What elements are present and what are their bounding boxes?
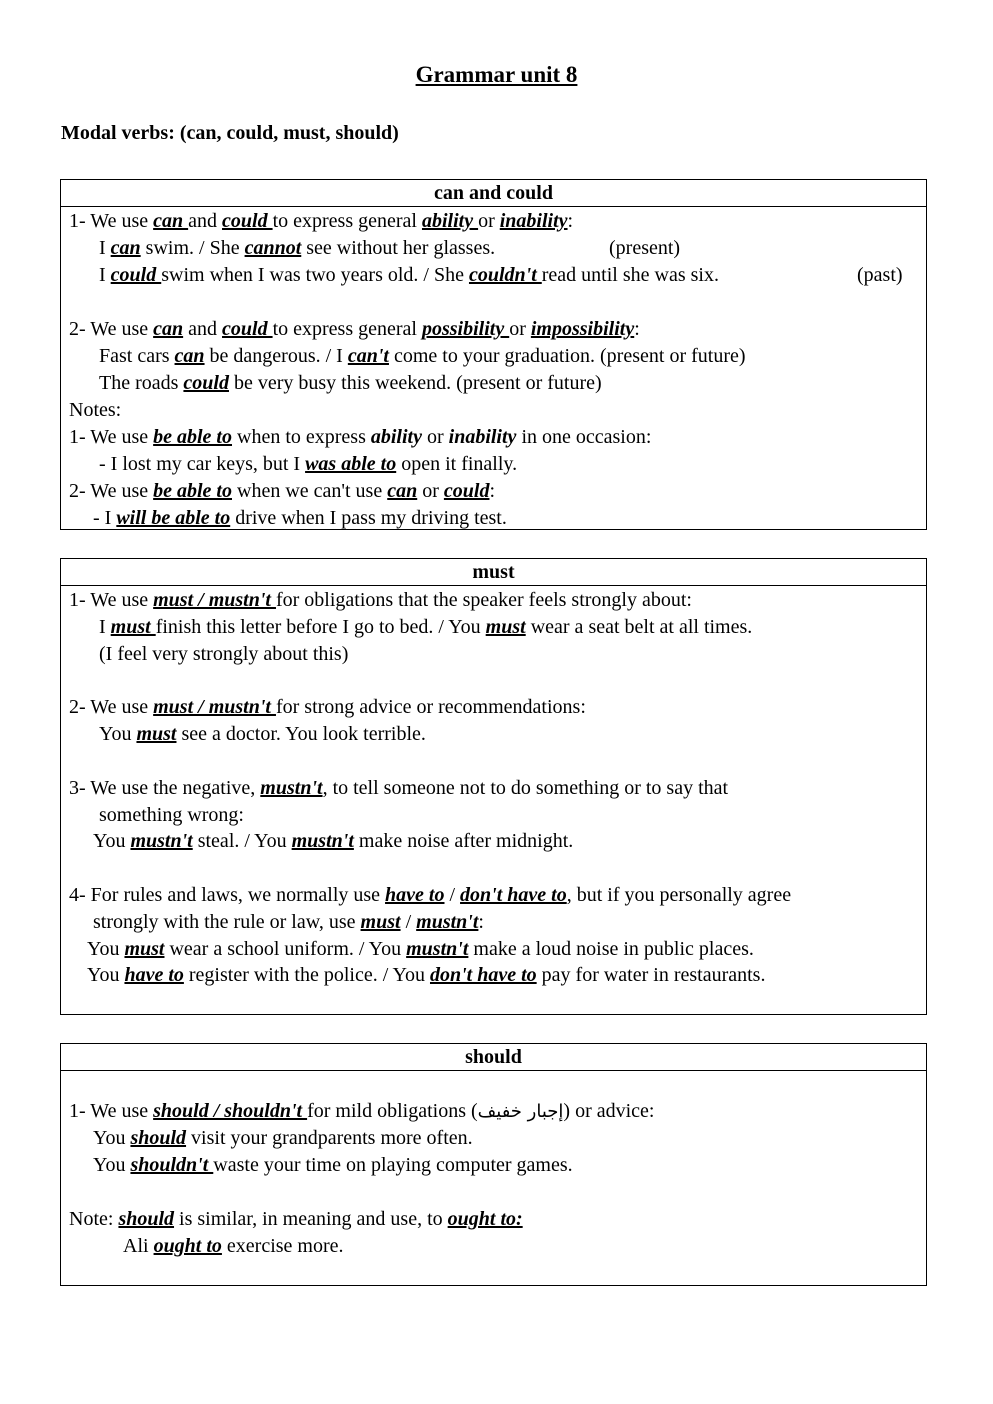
- text-segment: swim when I was two years old. / She: [161, 264, 469, 286]
- page-title: Grammar unit 8: [415, 62, 578, 87]
- text-segment: wear a seat belt at all times.: [525, 616, 753, 638]
- text-segment: see a doctor. You look terrible.: [176, 723, 426, 745]
- text-segment: read until she was six.: [541, 264, 719, 286]
- text-segment: to express general: [272, 318, 422, 340]
- text-segment: You: [99, 723, 137, 745]
- text-segment: finish this letter before I go to bed. / You: [155, 616, 486, 638]
- example-line: [123, 1234, 344, 1258]
- text-segment: 1- We use: [69, 1100, 154, 1122]
- text-segment: swim. / She: [140, 237, 245, 259]
- keyword: shouldn't: [130, 1154, 214, 1176]
- example-line: [99, 236, 495, 260]
- keyword: must: [110, 616, 156, 638]
- text-segment: - I lost my car keys, but I: [99, 453, 306, 475]
- text-segment: :: [567, 210, 574, 232]
- keyword: be able to: [153, 480, 232, 502]
- keyword: mustn't: [260, 777, 323, 799]
- keyword: mustn't: [406, 938, 469, 960]
- section-must: [60, 558, 927, 1015]
- text-segment: make a loud noise in public places.: [468, 938, 754, 960]
- keyword: should: [118, 1208, 175, 1230]
- text-segment: (I feel very strongly about this): [99, 643, 349, 665]
- keyword: don't have to: [429, 964, 537, 986]
- text-segment: 1- We use: [69, 589, 154, 611]
- keyword: can: [110, 237, 141, 259]
- tense-tag: (past): [857, 264, 903, 286]
- keyword: ability: [421, 210, 479, 232]
- keyword: cannot: [244, 237, 302, 259]
- text-segment: :: [634, 318, 640, 340]
- text-segment: ) or advice:: [563, 1100, 655, 1122]
- example-line: [99, 722, 426, 746]
- text-segment: wear a school uniform. / You: [164, 938, 407, 960]
- section-should: [60, 1043, 927, 1286]
- text-segment: exercise more.: [221, 1235, 344, 1257]
- text-segment: 2- We use: [69, 696, 154, 718]
- text-segment: You: [93, 830, 131, 852]
- text-segment: be dangerous. / I: [204, 345, 348, 367]
- rule-line: [69, 1099, 654, 1124]
- text-segment: make noise after midnight.: [353, 830, 574, 852]
- keyword: impossibility: [530, 318, 635, 340]
- keyword: must: [360, 911, 401, 933]
- rule-line: [69, 695, 586, 719]
- text-segment: for strong advice or recommendations:: [275, 696, 586, 718]
- rule-line: [69, 776, 728, 800]
- keyword: could: [222, 318, 273, 340]
- keyword: mustn't: [416, 911, 479, 933]
- rule-line: [69, 425, 651, 449]
- keyword: have to: [385, 884, 445, 906]
- page-subtitle: Modal verbs: (can, could, must, should): [61, 122, 399, 144]
- arabic-gloss: إجبار خفيف: [477, 1101, 564, 1122]
- text-segment: The roads: [99, 372, 184, 394]
- keyword: must: [485, 616, 526, 638]
- keyword: don't have to: [460, 884, 567, 906]
- text-segment: 2- We use: [69, 318, 154, 340]
- text-segment: register with the police. / You: [183, 964, 430, 986]
- text-segment: strongly with the rule or law, use: [93, 911, 361, 933]
- keyword: can: [153, 318, 184, 340]
- rule-line: [69, 317, 640, 341]
- keyword: possibility: [421, 318, 510, 340]
- text-segment: You: [93, 1154, 131, 1176]
- tense-tag: (present): [609, 237, 681, 259]
- example-line: [93, 1153, 573, 1177]
- keyword: inability: [499, 210, 568, 232]
- text-segment: open it finally.: [396, 453, 518, 475]
- text-segment: 1- We use: [69, 426, 154, 448]
- text-segment: when we can't use: [232, 480, 388, 502]
- keyword: can: [174, 345, 205, 367]
- keyword: was able to: [305, 453, 397, 475]
- rule-line: [69, 209, 573, 233]
- text-segment: when to express: [232, 426, 371, 448]
- text-segment: 1- We use: [69, 210, 154, 232]
- example-line: [93, 1126, 473, 1150]
- rule-line: [99, 803, 244, 827]
- keyword: couldn't: [468, 264, 542, 286]
- section-heading: can and could: [61, 180, 926, 207]
- text-segment: 3- We use the negative,: [69, 777, 261, 799]
- text-segment: for mild obligations (: [307, 1100, 478, 1122]
- text-segment: I: [99, 264, 111, 286]
- keyword: have to: [124, 964, 184, 986]
- example-line: [99, 452, 517, 476]
- example-line: [99, 263, 719, 287]
- keyword: should: [130, 1127, 187, 1149]
- example-line: [87, 963, 765, 987]
- text-segment: You: [87, 964, 125, 986]
- text-segment: is similar, in meaning and use, to: [174, 1208, 448, 1230]
- text-segment: /: [444, 884, 461, 906]
- keyword: could: [183, 372, 229, 394]
- text-segment: to express general: [272, 210, 422, 232]
- section-can-could: [60, 179, 927, 530]
- keyword: must: [136, 723, 177, 745]
- text-segment: , to tell someone not to do something or to say that: [322, 777, 729, 799]
- rule-line: [69, 479, 495, 503]
- keyword: can: [387, 480, 418, 502]
- text-segment: and: [188, 210, 223, 232]
- text-segment: - I: [93, 507, 117, 529]
- example-line: [99, 615, 752, 639]
- text-segment: Ali: [123, 1235, 154, 1257]
- text-segment: I: [99, 616, 111, 638]
- keyword: will be able to: [116, 507, 231, 529]
- text-segment: something wrong:: [99, 804, 244, 826]
- text-segment: for obligations that the speaker feels strongly about:: [275, 589, 692, 611]
- text-segment: 2- We use: [69, 480, 154, 502]
- text-segment: visit your grandparents more often.: [186, 1127, 473, 1149]
- text-segment: :: [489, 480, 496, 502]
- text-segment: or: [478, 210, 500, 232]
- text-segment: or: [417, 480, 444, 502]
- text-segment: I: [99, 237, 111, 259]
- notes-label: Notes:: [69, 399, 122, 421]
- text-segment: pay for water in restaurants.: [536, 964, 766, 986]
- rule-line: [69, 883, 791, 907]
- keyword: can: [153, 210, 189, 232]
- rule-line: [93, 910, 484, 934]
- text-segment: :: [478, 911, 484, 933]
- example-line: [93, 506, 507, 530]
- keyword: must / mustn't: [153, 589, 276, 611]
- keyword: ought to: [153, 1235, 222, 1257]
- keyword: must / mustn't: [153, 696, 276, 718]
- text-segment: in one occasion:: [516, 426, 652, 448]
- text-segment: You: [87, 938, 125, 960]
- text-segment: and: [183, 318, 223, 340]
- keyword: mustn't: [291, 830, 354, 852]
- keyword: ability: [370, 426, 422, 448]
- note-line: [69, 1207, 523, 1231]
- keyword: be able to: [153, 426, 232, 448]
- text-segment: or: [421, 426, 449, 448]
- section-heading: must: [61, 559, 926, 586]
- text-segment: Note:: [69, 1208, 119, 1230]
- section-heading: should: [61, 1044, 926, 1071]
- keyword: could: [110, 264, 162, 286]
- example-line: [93, 829, 573, 853]
- example-line: [99, 642, 348, 666]
- text-segment: come to your graduation. (present or future): [388, 345, 746, 367]
- text-segment: /: [400, 911, 417, 933]
- text-segment: or: [509, 318, 531, 340]
- text-segment: steal. / You: [192, 830, 292, 852]
- keyword: could: [443, 480, 490, 502]
- text-segment: drive when I pass my driving test.: [230, 507, 507, 529]
- example-line: [87, 937, 754, 961]
- text-segment: , but if you personally agree: [566, 884, 792, 906]
- keyword: mustn't: [130, 830, 193, 852]
- example-line: [99, 371, 602, 395]
- rule-line: [69, 588, 692, 612]
- text-segment: 4- For rules and laws, we normally use: [69, 884, 386, 906]
- text-segment: see without her glasses.: [301, 237, 496, 259]
- keyword: inability: [448, 426, 517, 448]
- example-line: [99, 344, 746, 368]
- keyword: ought to:: [447, 1208, 523, 1230]
- text-segment: You: [93, 1127, 131, 1149]
- keyword: could: [222, 210, 273, 232]
- text-segment: be very busy this weekend. (present or future): [228, 372, 602, 394]
- text-segment: waste your time on playing computer games.: [213, 1154, 573, 1176]
- text-segment: Fast cars: [99, 345, 175, 367]
- keyword: should / shouldn't: [153, 1100, 308, 1122]
- keyword: must: [124, 938, 165, 960]
- keyword: can't: [347, 345, 389, 367]
